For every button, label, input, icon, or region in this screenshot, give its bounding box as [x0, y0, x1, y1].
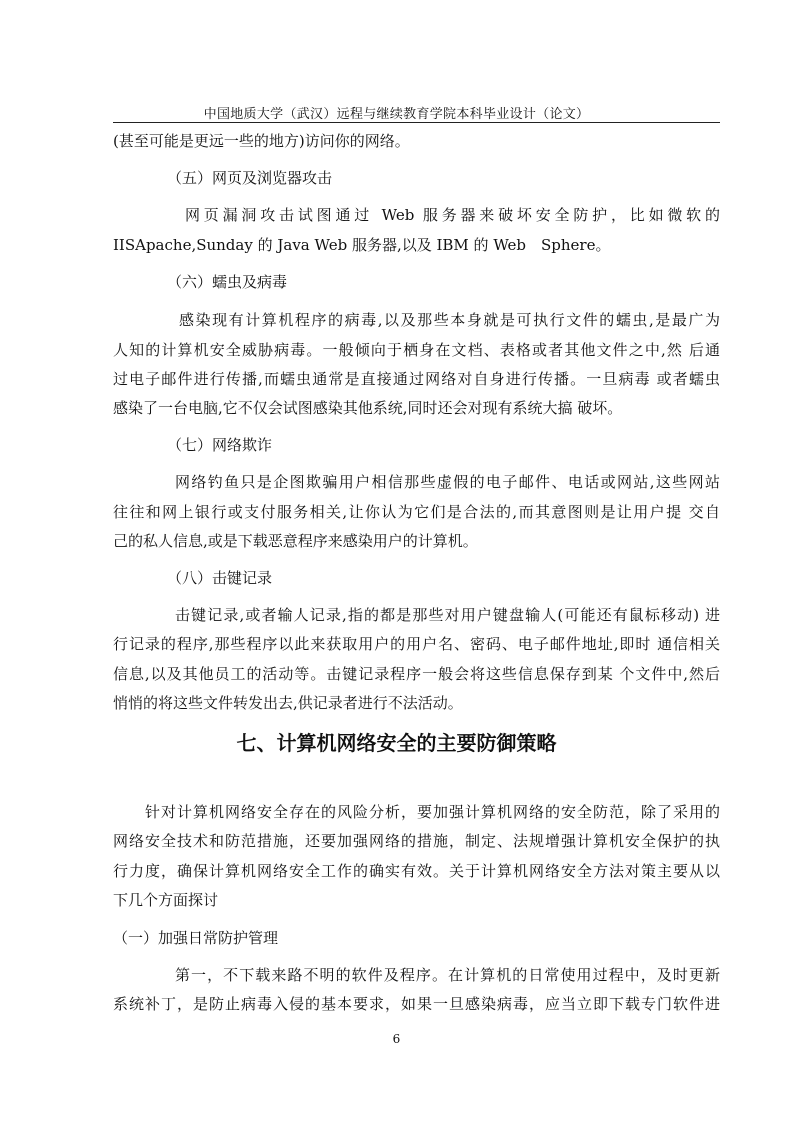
paragraph-line: 网页漏洞攻击试图通过 Web 服务器来破坏安全防护，比如微软的 — [185, 206, 720, 224]
paragraph-line: 针对计算机网络安全存在的风险分析，要加强计算机网络的安全防范，除了采用的 — [145, 803, 720, 821]
paragraph-line: 系统补丁，是防止病毒入侵的基本要求，如果一旦感染病毒，应当立即下载专门软件进 — [113, 995, 720, 1013]
paragraph-line: 下几个方面探讨 — [113, 891, 219, 909]
paragraph-line: 行记录的程序,那些程序以此来获取用户的用户名、密码、电子邮件地址,即时 通信相关 — [113, 635, 720, 653]
running-header: 中国地质大学（武汉）远程与继续教育学院本科毕业设计（论文） — [203, 107, 590, 122]
paragraph-line: (甚至可能是更远一些的地方)访问你的网络。 — [113, 132, 410, 150]
header-rule — [113, 122, 720, 123]
page-number: 6 — [392, 1032, 401, 1046]
paragraph-line: 行力度，确保计算机网络安全工作的确实有效。关于计算机网络安全方法对策主要从以 — [113, 862, 720, 880]
paragraph-line: 击键记录,或者输人记录,指的都是那些对用户键盘输人(可能还有鼠标移动) 进 — [175, 606, 720, 624]
paragraph-line: 感染了一台电脑,它不仅会试图感染其他系统,同时还会对现有系统大搞 破坏。 — [113, 399, 623, 417]
paragraph-line: IISApache,Sunday 的 Java Web 服务器,以及 IBM 的 Web Sphere。 — [113, 236, 611, 254]
paragraph-line: 人知的计算机安全威胁病毒。一般倾向于栖身在文档、表格或者其他文件之中,然 后通 — [113, 341, 720, 359]
heading-7: （七）网络欺诈 — [167, 436, 273, 454]
section-title: 七、计算机网络安全的主要防御策略 — [236, 731, 557, 755]
paragraph-line: 信息,以及其他员工的活动等。击键记录程序一般会将这些信息保存到某 个文件中,然后 — [113, 665, 720, 683]
paragraph-line: 网络钓鱼只是企图欺骗用户相信那些虚假的电子邮件、电话或网站,这些网站 — [175, 473, 720, 491]
paragraph-line: 第一，不下载来路不明的软件及程序。在计算机的日常使用过程中，及时更新 — [175, 966, 720, 984]
paragraph-line: 感染现有计算机程序的病毒,以及那些本身就是可执行文件的蠕虫,是最广为 — [179, 311, 720, 329]
paragraph-line: 己的私人信息,或是下载恶意程序来感染用户的计算机。 — [113, 532, 478, 550]
heading-5: （五）网页及浏览器攻击 — [167, 169, 333, 187]
heading-6: （六）蠕虫及病毒 — [167, 273, 288, 291]
paragraph-line: 往往和网上银行或支付服务相关,让你认为它们是合法的,而其意图则是让用户提 交自 — [113, 503, 720, 521]
heading-8: （八）击键记录 — [167, 569, 273, 587]
subsection-heading: （一）加强日常防护管理 — [113, 929, 279, 947]
paragraph-line: 过电子邮件进行传播,而蠕虫通常是直接通过网络对自身进行传播。一旦病毒 或者蠕虫 — [113, 370, 720, 388]
paragraph-line: 网络安全技术和防范措施，还要加强网络的措施，制定、法规增强计算机安全保护的执 — [113, 832, 720, 850]
paragraph-line: 悄悄的将这些文件转发出去,供记录者进行不法活动。 — [113, 694, 463, 712]
